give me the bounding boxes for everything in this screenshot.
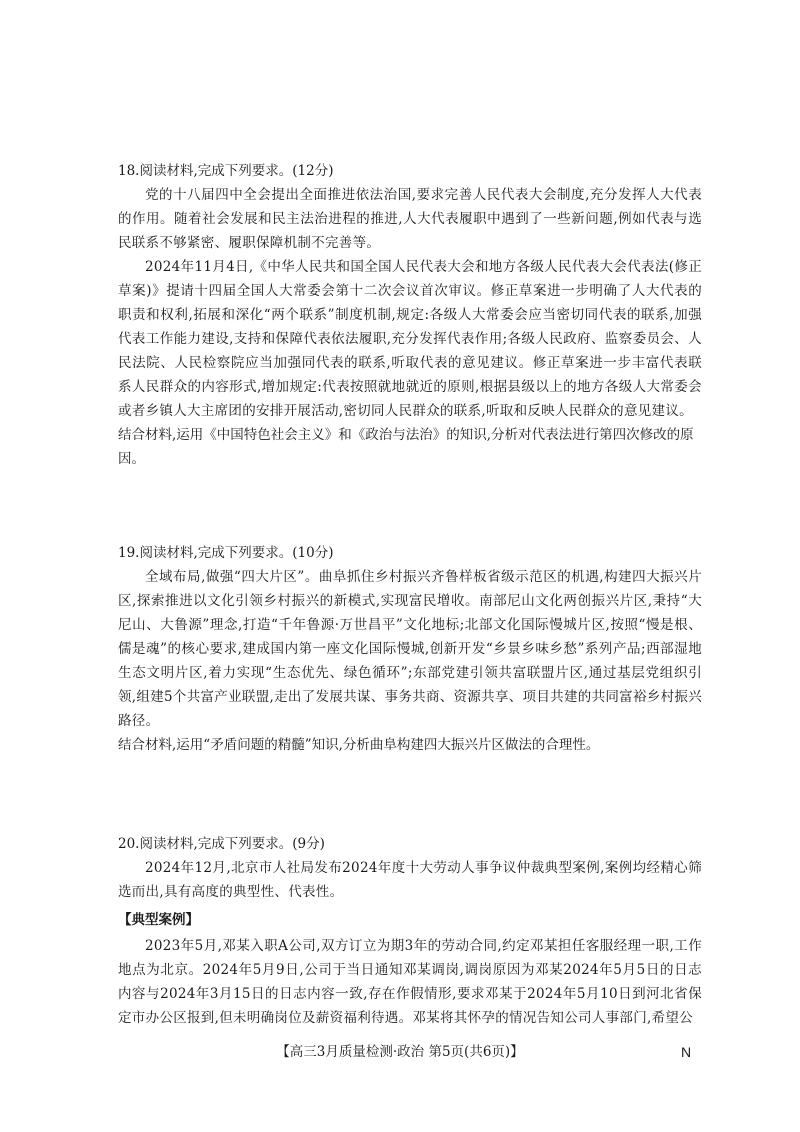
- case-paragraph: 2023年5月,邓某入职A公司,双方订立为期3年的劳动合同,约定邓某担任客服经理一职,工作地点为北京。2024年5月9日,公司于当日通知邓某调岗,调岗原因为邓某2024年5月5日的日志内容与2024年3月15日的日志内容一致,存在作假情形,要求邓某于2024年5月10日到河北省保定市办公区报到,但未明确岗位及薪资福利待遇。邓某将其怀孕的情况告知公司人事部门,希望公: [118, 938, 702, 1026]
- material-paragraph: 党的十八届四中全会提出全面推进依法治国,要求完善人民代表大会制度,充分发挥人大代表的作用。随着社会发展和民主法治进程的推进,人大代表履职中遇到了一些新问题,例如代表与选民联系不够紧密、履职保障机制不完善等。: [118, 187, 702, 251]
- page-footer: 【高三3月质量检测·政治 第5页(共6页)】: [276, 1044, 524, 1060]
- question-18: [118, 159, 702, 471]
- question-title: 18.阅读材料,完成下列要求。(12分): [118, 163, 334, 179]
- question-task: 结合材料,运用“矛盾问题的精髓”知识,分析曲阜构建四大振兴片区做法的合理性。: [118, 737, 600, 753]
- question-20: [118, 832, 702, 1030]
- question-title: 19.阅读材料,完成下列要求。(10分): [118, 545, 334, 561]
- question-title: 20.阅读材料,完成下列要求。(9分): [118, 836, 325, 852]
- question-task: 结合材料,运用《中国特色社会主义》和《政治与法治》的知识,分析对代表法进行第四次修改的原因。: [118, 427, 694, 467]
- case-heading: 【典型案例】: [118, 912, 199, 928]
- question-19: [118, 541, 702, 757]
- page-mark: N: [681, 1044, 692, 1060]
- material-paragraph: 2024年11月4日,《中华人民共和国全国人民代表大会和地方各级人民代表大会代表法(修正草案)》提请十四届全国人大常委会第十二次会议首次审议。修正草案进一步明确了人大代表的职责和权利,拓展和深化“两个联系”制度机制,规定:各级人大常委会应当密切同代表的联系,加强代表工作能力建设,支持和保障代表依法履职,充分发挥代表作用;各级人民政府、监察委员会、人民法院、人民检察院应当加强同代表的联系,听取代表的意见建议。修正草案进一步丰富代表联系人民群众的内容形式,增加规定:代表按照就地就近的原则,根据县级以上的地方各级人大常委会或者乡镇人大主席团的安排开展活动,密切同人民群众的联系,听取和反映人民群众的意见建议。: [118, 259, 702, 419]
- material-paragraph: 2024年12月,北京市人社局发布2024年度十大劳动人事争议仲裁典型案例,案例均经精心筛选而出,具有高度的典型性、代表性。: [118, 860, 702, 900]
- material-paragraph: 全域布局,做强“四大片区”。曲阜抓住乡村振兴齐鲁样板省级示范区的机遇,构建四大振兴片区,探索推进以文化引领乡村振兴的新模式,实现富民增收。南部尼山文化两创振兴片区,秉持“大尼山、大鲁源”理念,打造“千年鲁源·万世昌平”文化地标;北部文化国际慢城片区,按照“慢是根、儒是魂”的核心要求,建成国内第一座文化国际慢城,创新开发“乡景乡味乡愁”系列产品;西部湿地生态文明片区,着力实现“生态优先、绿色循环”;东部党建引领共富联盟片区,通过基层党组织引领,组建5个共富产业联盟,走出了发展共谋、事务共商、资源共享、项目共建的共同富裕乡村振兴路径。: [118, 569, 702, 729]
